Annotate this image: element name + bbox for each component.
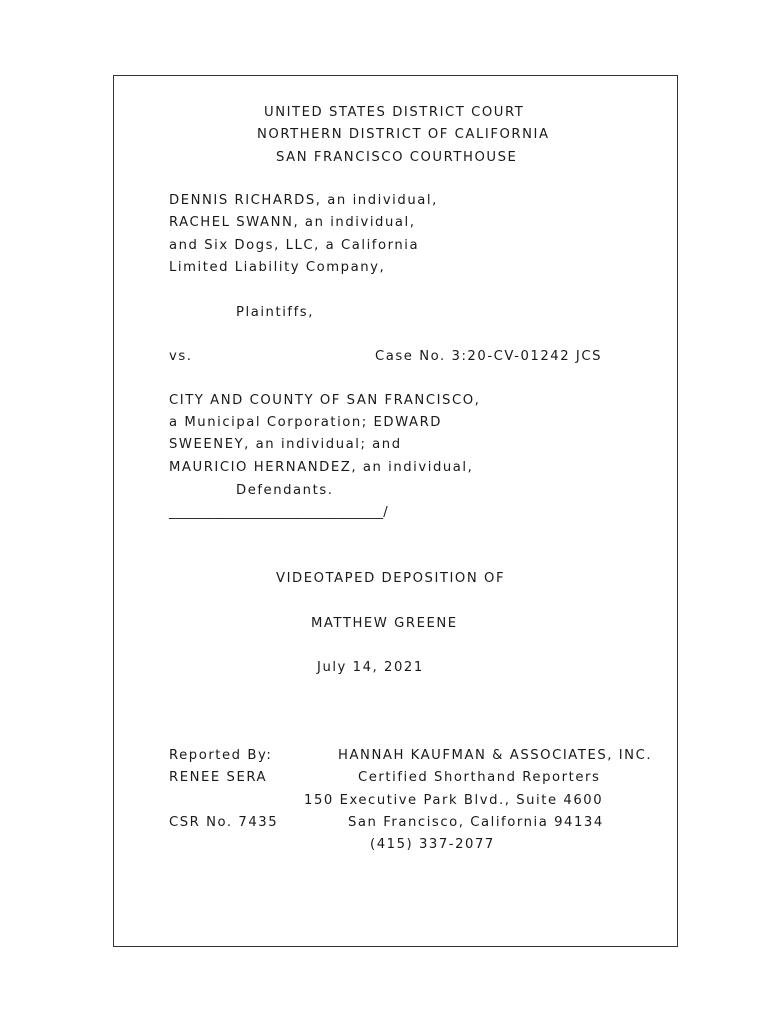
court-location: SAN FRANCISCO COURTHOUSE [276,150,518,165]
firm-name: HANNAH KAUFMAN & ASSOCIATES, INC. [338,748,653,763]
plaintiff-line: and Six Dogs, LLC, a California [169,238,420,253]
firm-phone: (415) 337-2077 [370,837,495,852]
plaintiff-line: DENNIS RICHARDS, an individual, [169,193,438,208]
defendant-line: CITY AND COUNTY OF SAN FRANCISCO, [169,393,481,408]
defendant-line: SWEENEY, an individual; and [169,437,402,452]
deposition-date: July 14, 2021 [317,660,424,675]
firm-address: 150 Executive Park Blvd., Suite 4600 [304,793,604,808]
defendants-role: Defendants. [236,483,334,498]
reporter-name: RENEE SERA [169,770,268,785]
deponent-name: MATTHEW GREENE [311,616,458,631]
caption-separator: ________________________________/ [169,505,388,520]
court-name: UNITED STATES DISTRICT COURT [264,105,525,120]
firm-city: San Francisco, California 94134 [348,815,604,830]
case-number: Case No. 3:20-CV-01242 JCS [375,349,603,364]
plaintiff-line: RACHEL SWANN, an individual, [169,215,416,230]
deposition-heading: VIDEOTAPED DEPOSITION OF [276,571,506,586]
reporter-csr: CSR No. 7435 [169,815,279,830]
reported-by-label: Reported By: [169,748,273,763]
court-district: NORTHERN DISTRICT OF CALIFORNIA [257,127,550,142]
firm-subtitle: Certified Shorthand Reporters [358,770,601,785]
defendant-line: a Municipal Corporation; EDWARD [169,415,442,430]
defendant-line: MAURICIO HERNANDEZ, an individual, [169,460,474,475]
plaintiffs-role: Plaintiffs, [236,305,314,320]
plaintiff-line: Limited Liability Company, [169,260,386,275]
versus-label: vs. [169,349,193,364]
